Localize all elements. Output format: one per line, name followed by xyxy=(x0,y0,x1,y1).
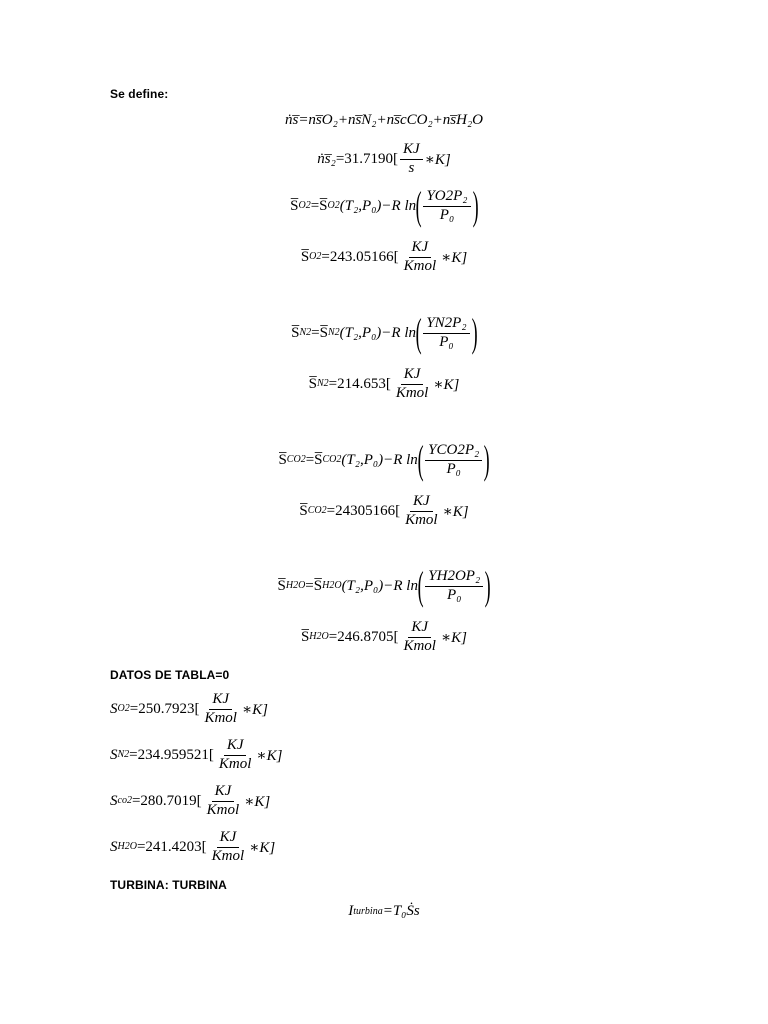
eq-sn2-val-lhs: S̅ xyxy=(308,375,317,392)
eq-sco2-val-value: =24305166[ xyxy=(326,502,401,519)
tabla-h2o-num: KJ xyxy=(217,830,240,848)
eq-so2-def-num: YO2P₂ xyxy=(423,189,470,207)
eq-sh2o-val-value: =246.8705[ xyxy=(328,628,399,645)
right-paren: ) xyxy=(472,183,479,228)
eq-so2-def-mid-sub: O2 xyxy=(327,200,340,211)
left-paren: ( xyxy=(415,310,422,355)
eq-sh2o-def-fraction xyxy=(425,569,483,604)
tabla-co2-num: KJ xyxy=(212,784,235,802)
eq-sn2-def-args: (T₂,P₀)−R ln xyxy=(339,324,416,341)
eq-sco2-def-fraction xyxy=(425,443,482,478)
heading-datos-tabla: DATOS DE TABLA=0 xyxy=(110,668,230,682)
eq-sh2o-def-num: YH2OP₂ xyxy=(425,569,483,587)
eq-so2-val-tail: ∗K] xyxy=(441,249,468,266)
tabla-o2-fraction xyxy=(201,692,240,727)
eq-sh2o-val-fraction xyxy=(400,620,439,655)
tabla-co2-sym: S xyxy=(110,792,118,809)
tabla-h2o-den: Kmol xyxy=(211,847,245,864)
eq-sco2-val-tail: ∗K] xyxy=(442,503,469,520)
eq-so2-val-den: Kmol xyxy=(403,257,437,274)
eq-turbina-lhs: I xyxy=(348,903,354,919)
eq-ns2-den: s xyxy=(408,159,415,176)
eq-so2-def-args: (T₂,P₀)−R ln xyxy=(339,197,417,214)
eq-sh2o-def-args: (T₂,P₀)−R ln xyxy=(341,577,418,594)
tabla-row-o2 xyxy=(110,692,268,727)
eq-so2-val-sub: O2 xyxy=(309,251,322,263)
eq-sco2-def-mid-sub: CO2 xyxy=(322,454,342,465)
eq-sh2o-val-num: KJ xyxy=(408,620,431,638)
equation-ns2-value xyxy=(0,142,768,177)
eq-turbina-sub: turbina xyxy=(353,905,383,917)
eq-so2-def-fraction xyxy=(423,189,470,224)
eq-sn2-def-num: YN2P₂ xyxy=(423,316,469,334)
eq-sh2o-def-lhs: S̅ xyxy=(277,577,286,594)
equation-ns-total xyxy=(0,112,768,129)
left-paren: ( xyxy=(415,183,422,228)
tabla-co2-den: Kmol xyxy=(206,801,240,818)
eq-so2-def-lhs: S̅ xyxy=(290,197,299,214)
right-paren: ) xyxy=(484,563,491,608)
tabla-h2o-tail: ∗K] xyxy=(249,839,276,856)
tabla-o2-value: =250.7923[ xyxy=(129,700,200,717)
eq-ns-lhs: ṅs̅ xyxy=(284,112,299,128)
tabla-n2-fraction xyxy=(216,738,255,773)
eq-sco2-val-fraction xyxy=(402,494,441,529)
eq-sn2-def-den: P₀ xyxy=(439,333,454,350)
eq-sn2-val-num: KJ xyxy=(401,367,424,385)
tabla-co2-tail: ∗K] xyxy=(244,793,271,810)
eq-sn2-def-mid-sub: N2 xyxy=(327,327,340,338)
equation-sco2-value xyxy=(0,494,768,529)
eq-sn2-val-den: Kmol xyxy=(395,384,429,401)
tabla-o2-den: Kmol xyxy=(204,709,237,726)
equation-so2-definition xyxy=(0,183,768,228)
tabla-n2-sub: N2 xyxy=(117,749,130,761)
tabla-n2-value: =234.959521[ xyxy=(129,746,214,763)
eq-sn2-val-fraction xyxy=(393,367,432,402)
tabla-h2o-sub: H2O xyxy=(117,841,137,853)
eq-so2-val-num: KJ xyxy=(409,240,432,258)
tabla-o2-sym: S xyxy=(110,700,118,717)
right-paren: ) xyxy=(471,310,478,355)
eq-so2-def-den: P₀ xyxy=(439,206,455,223)
eq-ns2-lhs: ṅs̅₂ xyxy=(317,150,336,167)
eq-sco2-val-lhs: S̅ xyxy=(299,502,308,519)
eq-sco2-def-num: YCO2P₂ xyxy=(425,443,482,461)
eq-sn2-def-fraction xyxy=(423,316,469,351)
equation-turbina xyxy=(0,903,768,920)
left-paren: ( xyxy=(417,563,424,608)
eq-ns2-value: =31.7190[ xyxy=(335,150,399,167)
eq-sh2o-def-sub: H2O xyxy=(285,580,306,591)
tabla-n2-num: KJ xyxy=(224,738,247,756)
tabla-h2o-sym: S xyxy=(110,838,118,855)
tabla-o2-tail: ∗K] xyxy=(241,701,269,718)
tabla-n2-tail: ∗K] xyxy=(256,747,283,764)
eq-so2-val-fraction xyxy=(401,240,440,275)
equation-so2-value xyxy=(0,240,768,275)
tabla-row-h2o xyxy=(110,830,275,865)
tabla-co2-fraction xyxy=(204,784,243,819)
tabla-co2-value: =280.7019[ xyxy=(131,792,202,809)
eq-sh2o-val-sub: H2O xyxy=(309,631,329,643)
tabla-n2-sym: S xyxy=(110,746,118,763)
eq-sh2o-def-den: P₀ xyxy=(447,586,462,603)
eq-sco2-def-sub: CO2 xyxy=(286,454,306,465)
equation-sh2o-value xyxy=(0,620,768,655)
eq-ns-rhs: =ns̅O₂+ns̅N₂+ns̅cCO₂+ns̅H₂O xyxy=(298,112,484,128)
tabla-co2-sub: co2 xyxy=(117,795,132,807)
eq-sn2-def-mid: =S̅ xyxy=(311,324,328,341)
tabla-o2-sub: O2 xyxy=(117,703,130,715)
eq-sco2-def-mid: =S̅ xyxy=(305,451,323,468)
eq-sco2-val-sub: CO2 xyxy=(307,505,327,517)
eq-ns2-fraction xyxy=(400,142,423,177)
eq-sn2-val-value: =214.653[ xyxy=(328,375,391,392)
equation-sh2o-definition xyxy=(0,563,768,608)
heading-se-define: Se define: xyxy=(110,87,169,101)
eq-sh2o-def-mid: =S̅ xyxy=(305,577,323,594)
eq-sh2o-val-lhs: S̅ xyxy=(300,628,310,645)
tabla-h2o-value: =241.4203[ xyxy=(136,838,207,855)
eq-sn2-def-sub: N2 xyxy=(299,327,312,338)
tabla-n2-den: Kmol xyxy=(218,755,252,772)
right-paren: ) xyxy=(483,437,490,482)
eq-so2-val-value: =243.05166[ xyxy=(321,248,399,265)
eq-so2-val-lhs: S̅ xyxy=(300,248,310,265)
eq-so2-def-mid: =S̅ xyxy=(310,197,328,214)
equation-sco2-definition xyxy=(0,437,768,482)
eq-ns2-num: KJ xyxy=(400,142,423,160)
eq-sco2-def-lhs: S̅ xyxy=(278,451,287,468)
eq-turbina-rhs: =T₀Ṡs xyxy=(382,903,420,919)
heading-turbina: TURBINA: TURBINA xyxy=(110,878,227,892)
eq-sco2-def-args: (T₂,P₀)−R ln xyxy=(341,451,418,468)
eq-sh2o-def-mid-sub: H2O xyxy=(322,580,342,591)
eq-ns2-tail: ∗K] xyxy=(424,151,451,168)
eq-sh2o-val-den: Kmol xyxy=(403,637,436,654)
eq-sn2-val-sub: N2 xyxy=(316,378,329,390)
eq-sco2-def-den: P₀ xyxy=(446,460,461,477)
eq-sco2-val-num: KJ xyxy=(410,494,433,512)
eq-sn2-def-lhs: S̅ xyxy=(291,324,300,341)
eq-so2-def-sub: O2 xyxy=(298,200,311,211)
tabla-row-co2 xyxy=(110,784,270,819)
tabla-o2-num: KJ xyxy=(209,692,232,710)
left-paren: ( xyxy=(417,437,424,482)
eq-sn2-val-tail: ∗K] xyxy=(433,376,460,393)
tabla-h2o-fraction xyxy=(209,830,248,865)
equation-sn2-definition xyxy=(0,310,768,355)
tabla-row-n2 xyxy=(110,738,282,773)
equation-sn2-value xyxy=(0,367,768,402)
eq-sco2-val-den: Kmol xyxy=(405,511,438,528)
eq-sh2o-val-tail: ∗K] xyxy=(440,629,468,646)
